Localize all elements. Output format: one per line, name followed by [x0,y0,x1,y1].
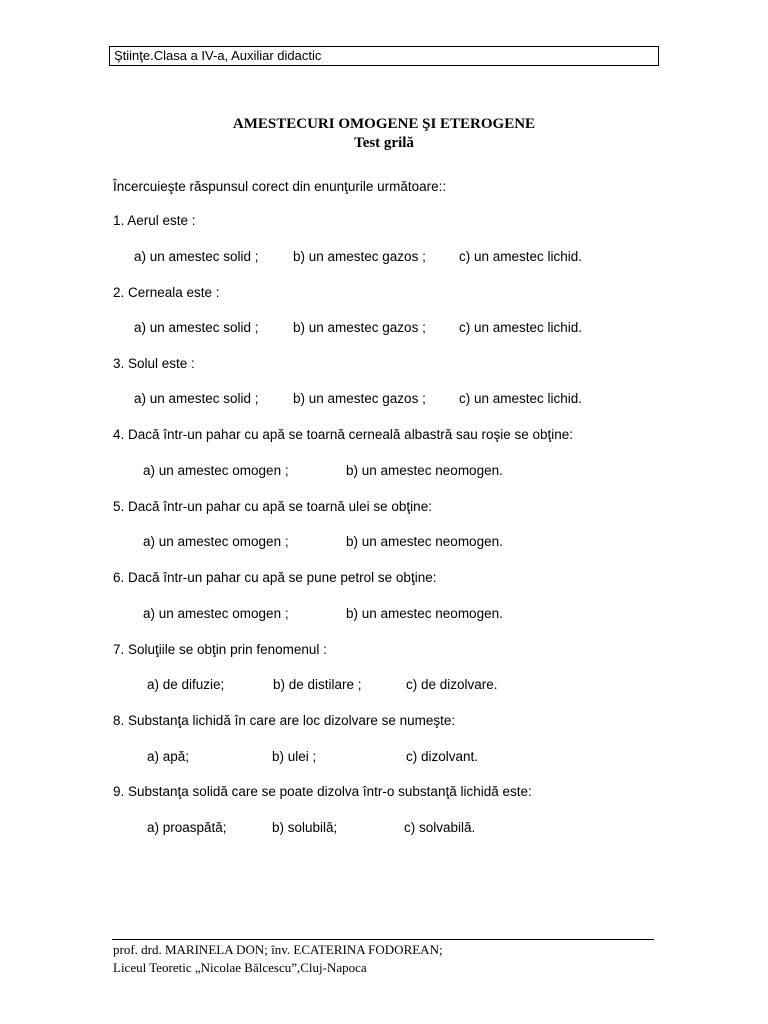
option-b[interactable]: b) de distilare ; [273,677,362,692]
document-header: Ştiinţe.Clasa a IV-a, Auxiliar didactic [109,46,659,66]
option-c[interactable]: c) un amestec lichid. [459,320,583,335]
footer-school: Liceul Teoretic „Nicolae Bălcescu”,Cluj-Napoca [113,960,367,975]
option-b[interactable]: b) solubilă; [272,820,338,835]
option-a[interactable]: a) un amestec omogen ; [143,606,289,621]
footer-authors: prof. drd. MARINELA DON; înv. ECATERINA FODOREAN; [113,942,443,957]
question-2: 2. Cerneala este : [113,285,220,300]
option-a[interactable]: a) un amestec solid ; [134,320,259,335]
question-6: 6. Dacă într-un pahar cu apă se pune petrol se obţine: [113,570,437,585]
instruction-text: Încercuieşte răspunsul corect din enunţurile următoare:: [113,179,447,194]
option-c[interactable]: c) un amestec lichid. [459,391,583,406]
option-b[interactable]: b) un amestec neomogen. [346,606,503,621]
question-9: 9. Substanţa solidă care se poate dizolva într-o substanţă lichidă este: [113,784,532,799]
option-b[interactable]: b) un amestec neomogen. [346,463,503,478]
option-c[interactable]: c) solvabilă. [404,820,476,835]
option-c[interactable]: c) dizolvant. [406,749,479,764]
option-b[interactable]: b) un amestec gazos ; [293,391,426,406]
option-a[interactable]: a) apă; [147,749,190,764]
question-5: 5. Dacă într-un pahar cu apă se toarnă ulei se obţine: [113,499,432,514]
option-c[interactable]: c) un amestec lichid. [459,249,583,264]
option-b[interactable]: b) un amestec neomogen. [346,534,503,549]
footer-divider [112,939,654,940]
option-b[interactable]: b) un amestec gazos ; [293,320,426,335]
document-title: AMESTECURI OMOGENE ŞI ETEROGENE [232,116,536,132]
question-3: 3. Solul este : [113,356,195,371]
document-subtitle: Test grilă [354,135,414,151]
option-a[interactable]: a) un amestec omogen ; [143,534,289,549]
question-8: 8. Substanţa lichidă în care are loc dizolvare se numeşte: [113,713,456,728]
option-a[interactable]: a) un amestec omogen ; [143,463,289,478]
option-a[interactable]: a) proaspătă; [147,820,227,835]
question-7: 7. Soluţiile se obţin prin fenomenul : [113,642,327,657]
option-b[interactable]: b) ulei ; [272,749,317,764]
option-a[interactable]: a) un amestec solid ; [134,391,259,406]
question-1: 1. Aerul este : [113,213,196,228]
option-a[interactable]: a) un amestec solid ; [134,249,259,264]
question-4: 4. Dacă într-un pahar cu apă se toarnă cerneală albastră sau roşie se obţine: [113,427,574,442]
option-c[interactable]: c) de dizolvare. [406,677,498,692]
option-a[interactable]: a) de difuzie; [147,677,225,692]
option-b[interactable]: b) un amestec gazos ; [293,249,426,264]
